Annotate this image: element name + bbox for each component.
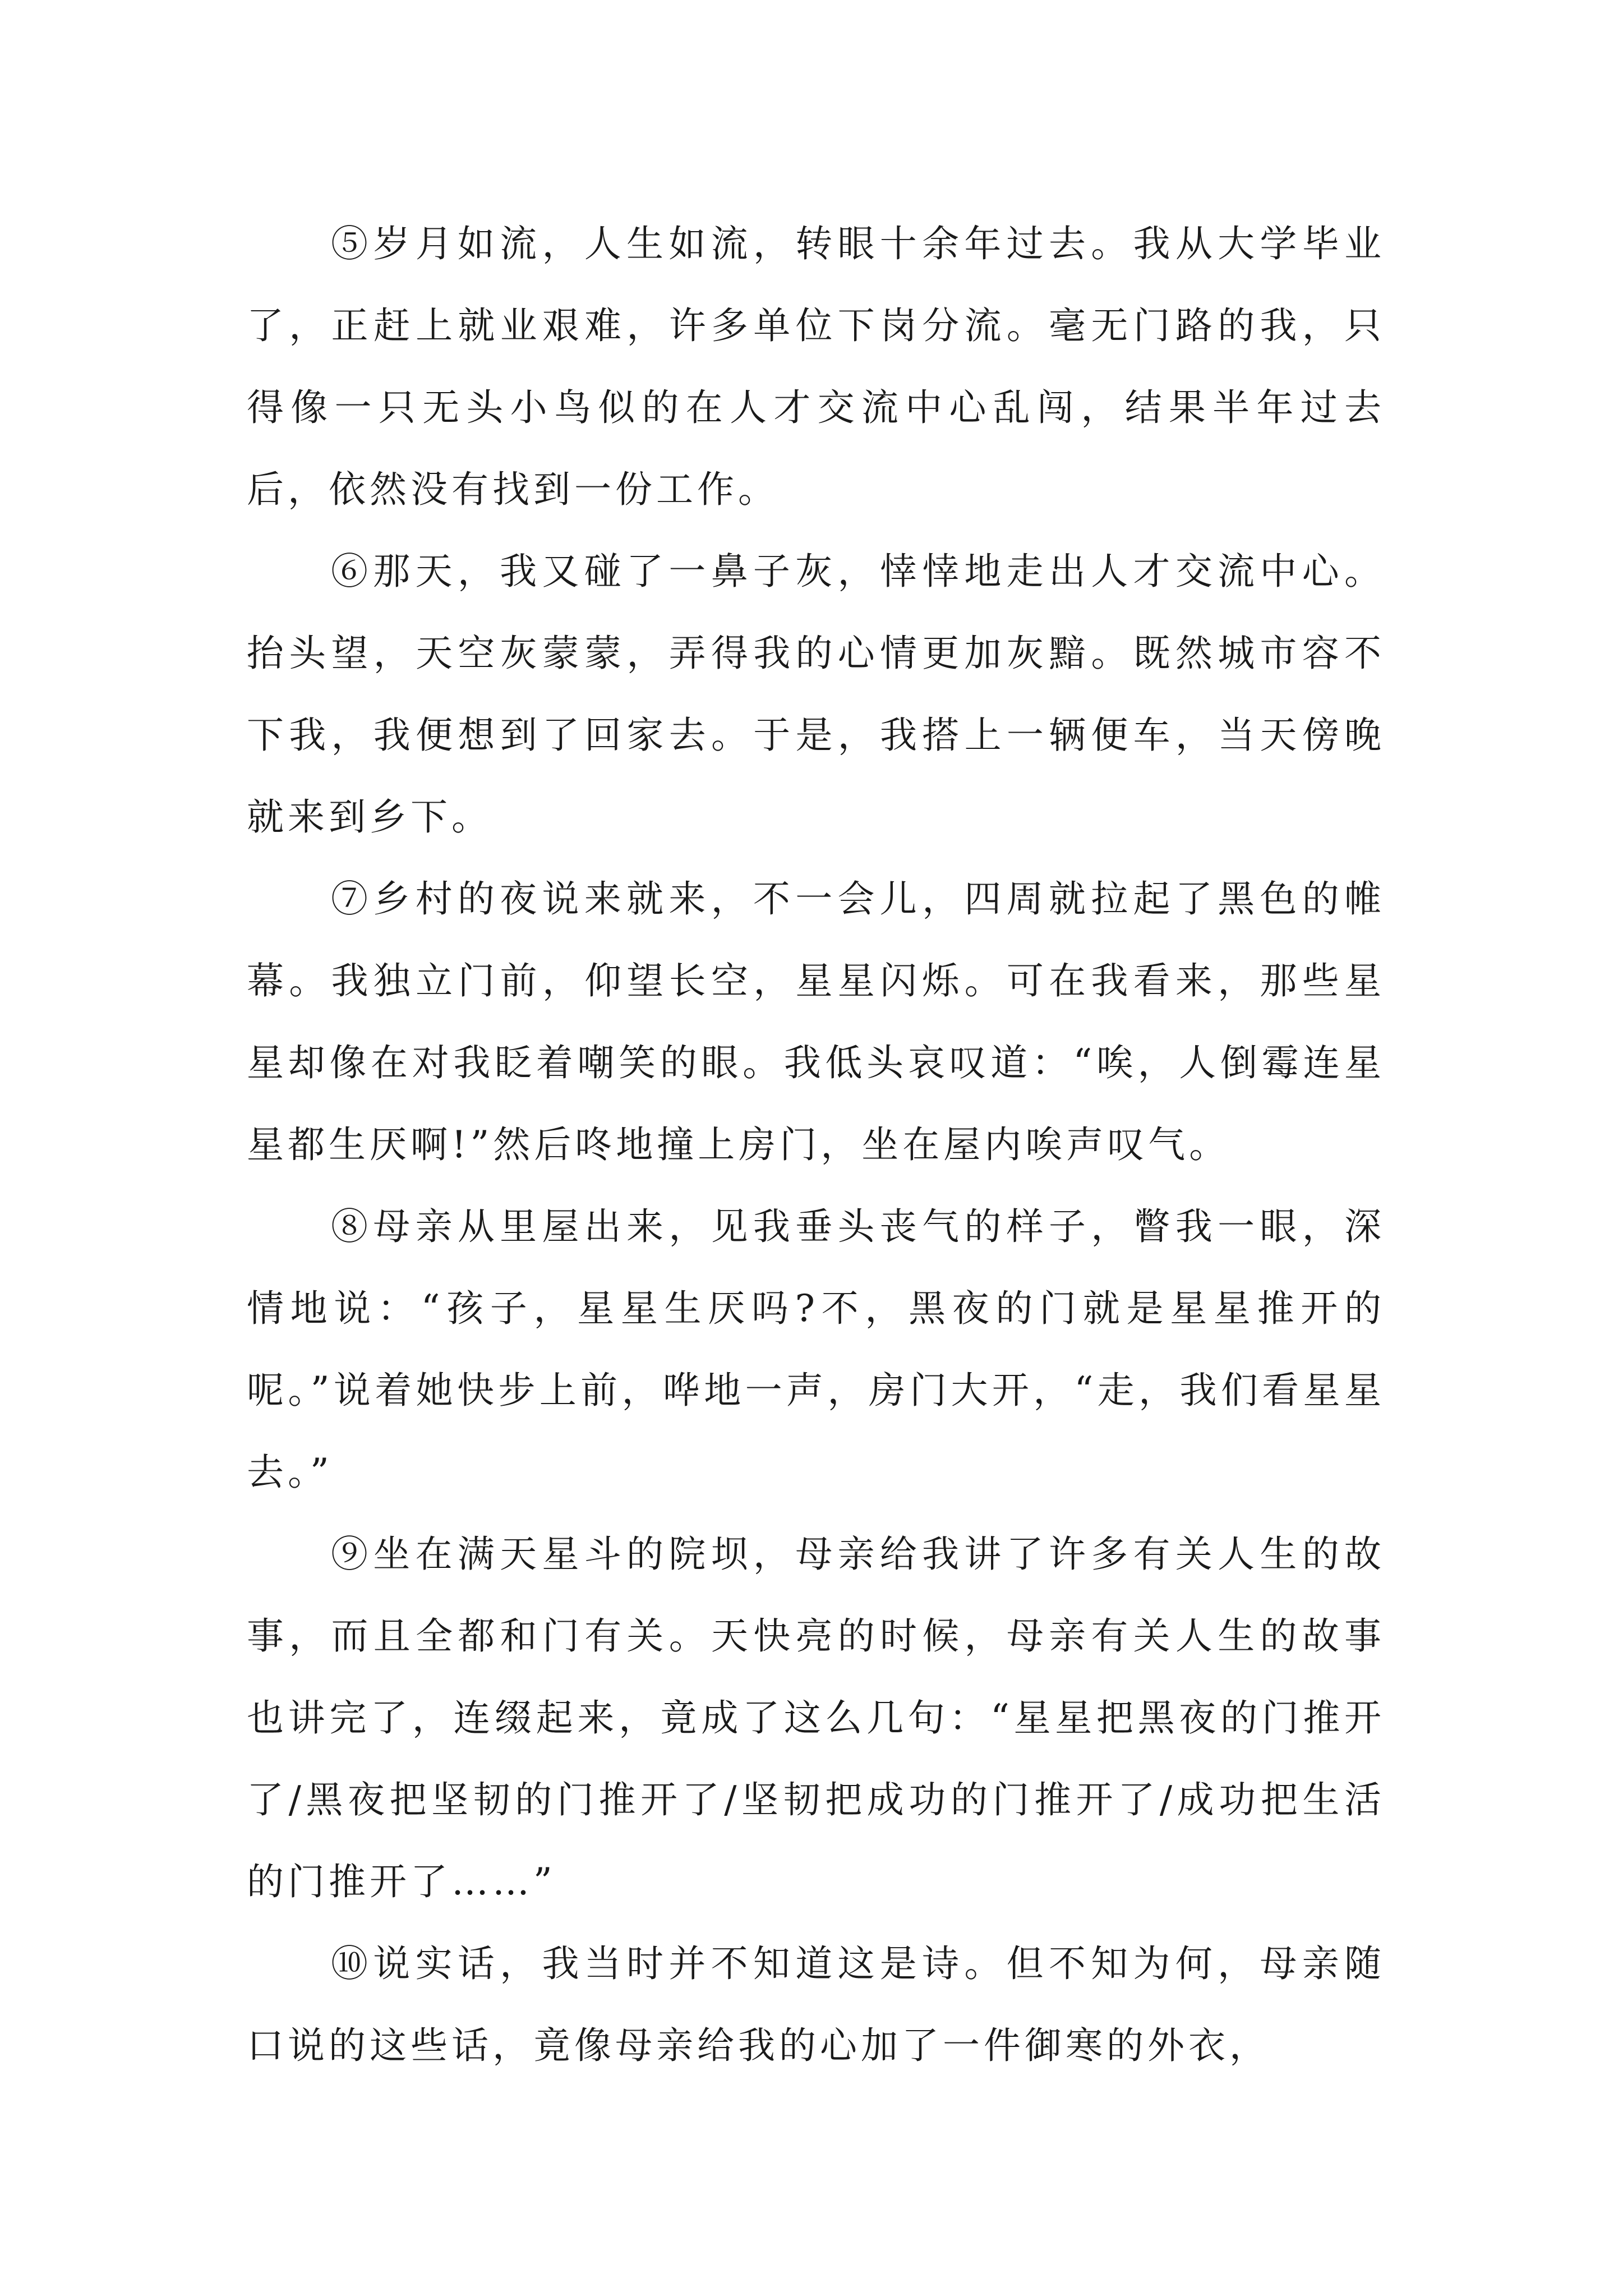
- paragraph-6: ⑥那天，我又碰了一鼻子灰，悻悻地走出人才交流中心。抬头望，天空灰蒙蒙，弄得我的心情更加灰黯。既然城市容不下我，我便想到了回家去。于是，我搭上一辆便车，当天傍晚就来到乡下。: [247, 550, 1385, 839]
- paragraph-10: ⑩说实话，我当时并不知道这是诗。但不知为何，母亲随口说的这些话，竟像母亲给我的心加了一件御寒的外衣，: [247, 1942, 1385, 2067]
- article-body: [247, 203, 1385, 2087]
- paragraph-9: ⑨坐在满天星斗的院坝，母亲给我讲了许多有关人生的故事，而且全都和门有关。天快亮的时候，母亲有关人生的故事也讲完了，连缀起来，竟成了这么几句：“星星把黑夜的门推开了/黑夜把坚韧的门推开了/坚韧把成功的门推开了/成功把生活的门推开了……”: [247, 1533, 1385, 1903]
- paragraph-8: ⑧母亲从里屋出来，见我垂头丧气的样子，瞥我一眼，深情地说：“孩子，星星生厌吗?不，黑夜的门就是星星推开的呢。”说着她快步上前，哗地一声，房门大开，“走，我们看星星去。”: [247, 1205, 1385, 1494]
- paragraph-7: ⑦乡村的夜说来就来，不一会儿，四周就拉起了黑色的帷幕。我独立门前，仰望长空，星星闪烁。可在我看来，那些星星却像在对我眨着嘲笑的眼。我低头哀叹道：“唉，人倒霉连星星都生厌啊!”然后咚地撞上房门，坐在屋内唉声叹气。: [247, 877, 1385, 1166]
- paragraph-5: ⑤岁月如流，人生如流，转眼十余年过去。我从大学毕业了，正赶上就业艰难，许多单位下岗分流。毫无门路的我，只得像一只无头小鸟似的在人才交流中心乱闯，结果半年过去后，依然没有找到一份工作。: [247, 222, 1385, 511]
